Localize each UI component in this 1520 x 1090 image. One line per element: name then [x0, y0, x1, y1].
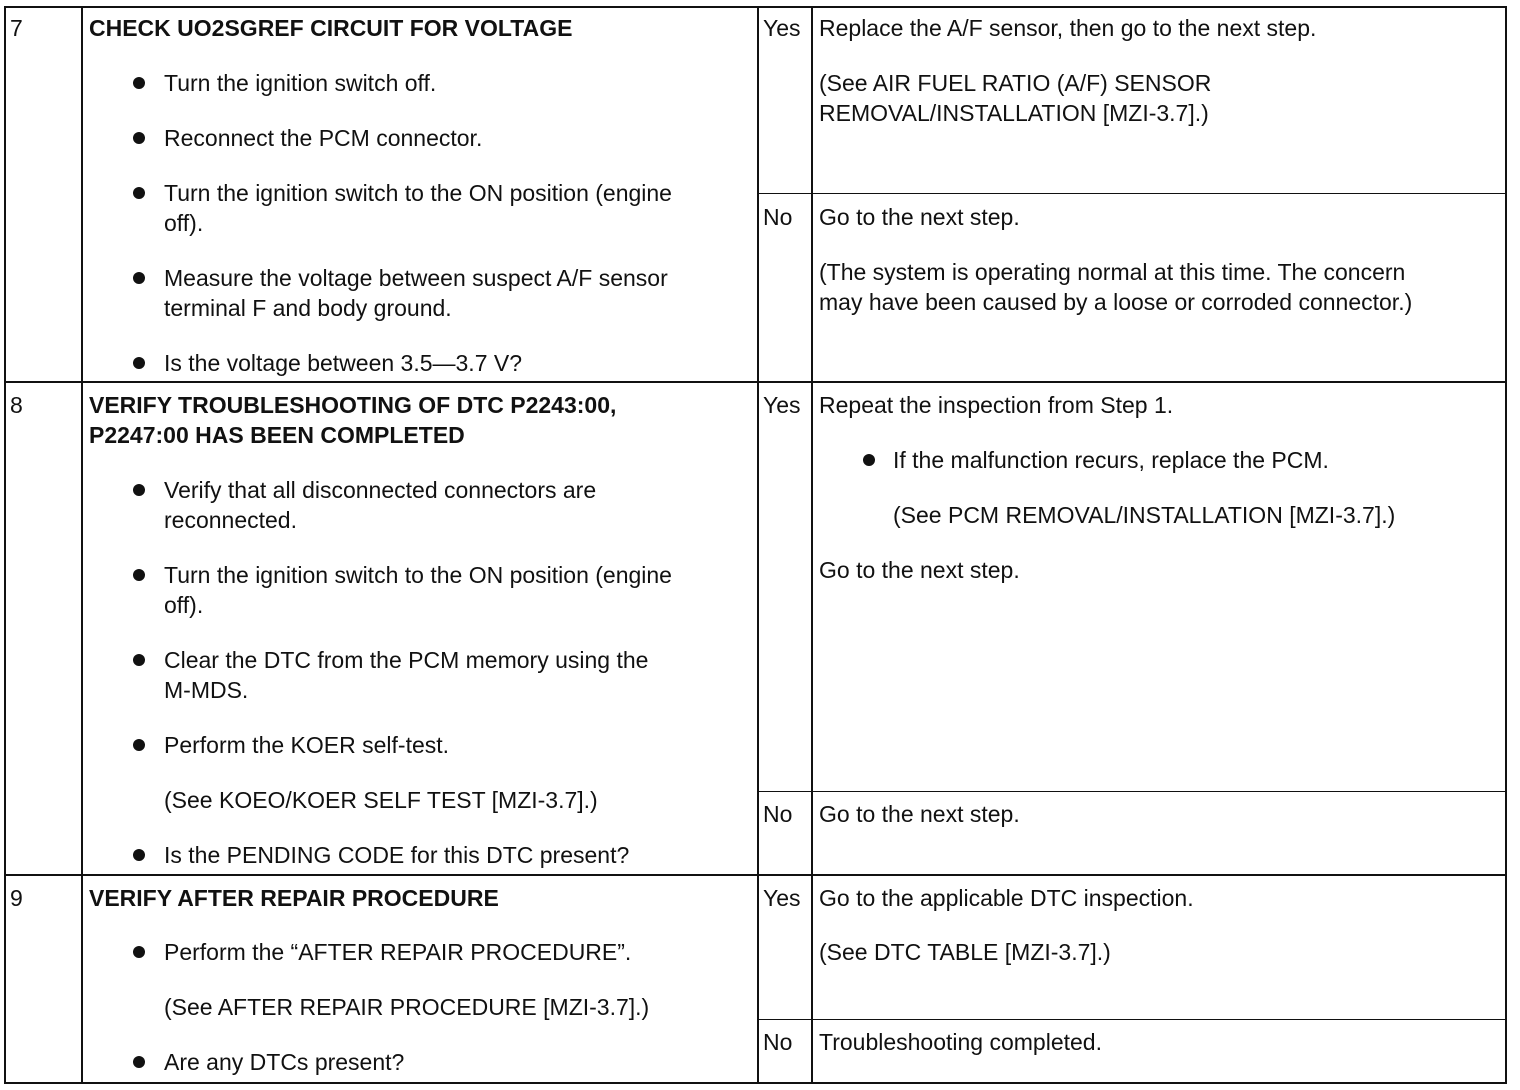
no-label: No — [763, 1029, 793, 1055]
row-divider-8-9 — [4, 874, 1507, 876]
bullet-icon — [133, 357, 145, 369]
instruction-item: Are any DTCs present? — [164, 1049, 405, 1075]
row-divider-7-8 — [4, 381, 1507, 383]
bullet-icon — [133, 946, 145, 958]
instruction-item-continued: reconnected. — [164, 507, 297, 533]
step-title: CHECK UO2SGREF CIRCUIT FOR VOLTAGE — [89, 15, 573, 41]
yes-reference: (See DTC TABLE [MZI-3.7].) — [819, 939, 1111, 965]
yes-no-divider-8 — [757, 791, 1507, 792]
no-action: Go to the next step. — [819, 801, 1020, 827]
instruction-reference: (See KOEO/KOER SELF TEST [MZI-3.7].) — [164, 787, 598, 813]
yes-label: Yes — [763, 885, 801, 911]
instruction-item-continued: M-MDS. — [164, 677, 249, 703]
yes-label: Yes — [763, 392, 801, 418]
yes-reference: (See PCM REMOVAL/INSTALLATION [MZI-3.7].) — [893, 502, 1396, 528]
yes-subitem: If the malfunction recurs, replace the PCM. — [893, 447, 1329, 473]
instruction-item: Turn the ignition switch to the ON position (engine — [164, 180, 672, 206]
no-action: Go to the next step. — [819, 204, 1020, 230]
step-number: 9 — [10, 885, 23, 911]
yes-action: Replace the A/F sensor, then go to the next step. — [819, 15, 1317, 41]
column-divider-step — [81, 6, 83, 1084]
yes-action: Repeat the inspection from Step 1. — [819, 392, 1174, 418]
bullet-icon — [133, 77, 145, 89]
bullet-icon — [133, 272, 145, 284]
instruction-item: Is the voltage between 3.5—3.7 V? — [164, 350, 523, 376]
bullet-icon — [863, 454, 875, 466]
step-number: 7 — [10, 15, 23, 41]
instruction-item-continued: terminal F and body ground. — [164, 295, 452, 321]
instruction-item: Perform the KOER self-test. — [164, 732, 450, 758]
column-divider-action — [757, 6, 759, 1084]
no-action: Troubleshooting completed. — [819, 1029, 1102, 1055]
bullet-icon — [133, 187, 145, 199]
yes-label: Yes — [763, 15, 801, 41]
yes-reference: REMOVAL/INSTALLATION [MZI-3.7].) — [819, 100, 1209, 126]
instruction-item: Turn the ignition switch to the ON position (engine — [164, 562, 672, 588]
instruction-item-continued: off). — [164, 210, 204, 236]
yes-action: Go to the applicable DTC inspection. — [819, 885, 1194, 911]
no-note: may have been caused by a loose or corroded connector.) — [819, 289, 1413, 315]
yes-next: Go to the next step. — [819, 557, 1020, 583]
instruction-item: Clear the DTC from the PCM memory using the — [164, 647, 649, 673]
column-divider-answer — [811, 6, 813, 1084]
bullet-icon — [133, 739, 145, 751]
bullet-icon — [133, 484, 145, 496]
instruction-item: Measure the voltage between suspect A/F sensor — [164, 265, 668, 291]
bullet-icon — [133, 1056, 145, 1068]
bullet-icon — [133, 849, 145, 861]
troubleshooting-table — [4, 6, 1507, 1084]
step-title: P2247:00 HAS BEEN COMPLETED — [89, 422, 465, 448]
instruction-item-continued: off). — [164, 592, 204, 618]
instruction-item: Is the PENDING CODE for this DTC present? — [164, 842, 630, 868]
instruction-item: Turn the ignition switch off. — [164, 70, 437, 96]
no-label: No — [763, 204, 793, 230]
bullet-icon — [133, 654, 145, 666]
yes-no-divider-9 — [757, 1019, 1507, 1020]
instruction-reference: (See AFTER REPAIR PROCEDURE [MZI-3.7].) — [164, 994, 650, 1020]
step-title: VERIFY TROUBLESHOOTING OF DTC P2243:00, — [89, 392, 617, 418]
instruction-item: Reconnect the PCM connector. — [164, 125, 483, 151]
no-label: No — [763, 801, 793, 827]
instruction-item: Perform the “AFTER REPAIR PROCEDURE”. — [164, 939, 632, 965]
yes-reference: (See AIR FUEL RATIO (A/F) SENSOR — [819, 70, 1212, 96]
bullet-icon — [133, 569, 145, 581]
step-number: 8 — [10, 392, 23, 418]
instruction-item: Verify that all disconnected connectors are — [164, 477, 597, 503]
bullet-icon — [133, 132, 145, 144]
yes-no-divider-7 — [757, 193, 1507, 194]
no-note: (The system is operating normal at this time. The concern — [819, 259, 1406, 285]
step-title: VERIFY AFTER REPAIR PROCEDURE — [89, 885, 499, 911]
